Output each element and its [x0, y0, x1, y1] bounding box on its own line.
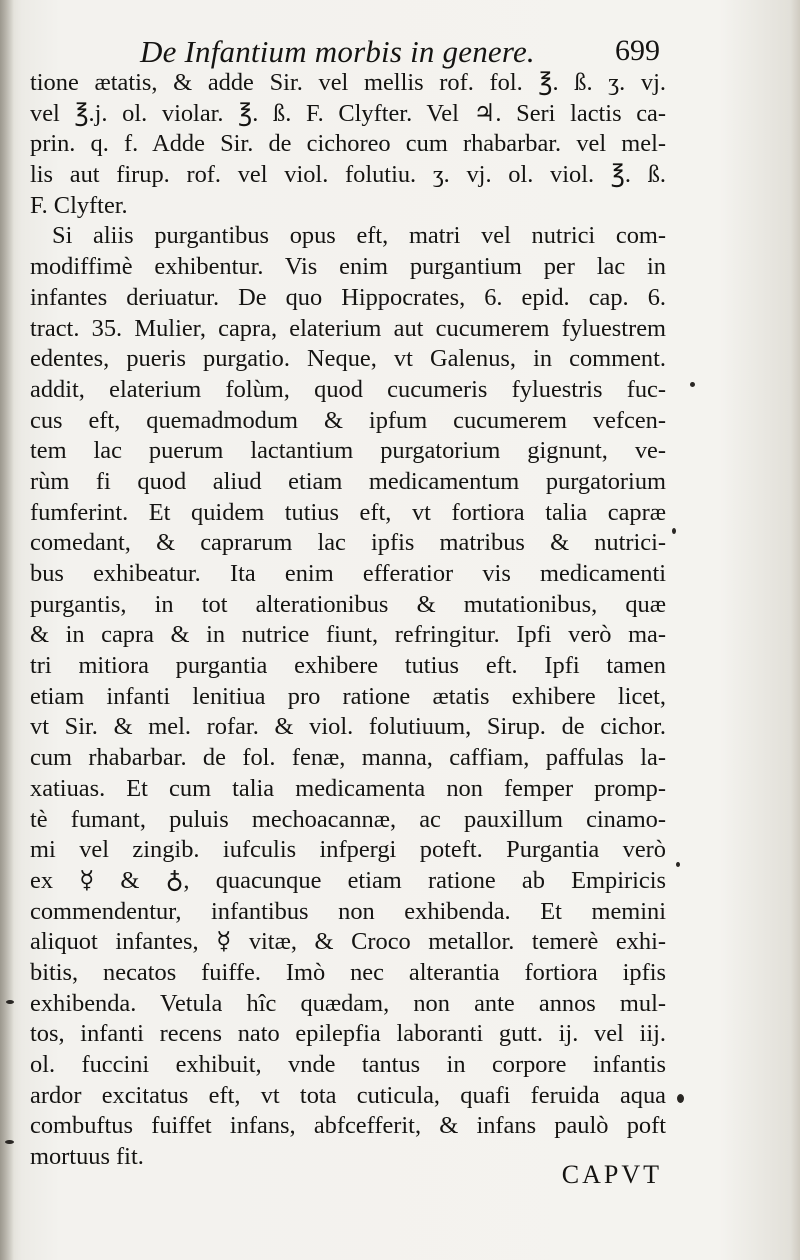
text-line: & in capra & in nutrice fiunt, refringitur. Ipfi verò ma- [30, 621, 666, 649]
text-line: exhibenda. Vetula hîc quædam, non ante annos mul- [30, 989, 666, 1017]
text-line: ex ☿ & ♁, quacunque etiam ratione ab Empiricis [30, 866, 666, 894]
text-line: mi vel zingib. iufculis infpergi poteft. Purgantia verò [30, 836, 666, 864]
text-line: fumferint. Et quidem tutius eft, vt fortiora talia capræ [30, 498, 666, 526]
text-line: edentes, pueris purgatio. Neque, vt Galenus, in comment. [30, 345, 666, 373]
text-line: cus eft, quemadmodum & ipfum cucumerem vefcen- [30, 406, 666, 434]
text-line: modiffimè exhibentur. Vis enim purgantium per lac in [30, 253, 666, 281]
text-line: mortuus fit. [30, 1143, 144, 1171]
text-line: ardor excitatus eft, vt tota cuticula, quafi feruida aqua [30, 1081, 666, 1109]
text-line: commendentur, infantibus non exhibenda. Et memini [30, 897, 666, 925]
ink-spot [676, 862, 680, 867]
ink-spot [690, 382, 695, 387]
text-line: cum rhabarbar. de fol. fenæ, manna, caffiam, paffulas la- [30, 744, 666, 772]
text-line: bus exhibeatur. Ita enim efferatior vis medicamenti [30, 560, 666, 587]
running-title: De Infantium morbis in genere. [140, 34, 535, 69]
text-line: etiam infanti lenitiua pro ratione ætatis exhibere licet, [30, 682, 666, 710]
text-line: aliquot infantes, ☿ vitæ, & Croco metallor. temerè exhi- [30, 928, 666, 956]
ink-spot [672, 528, 676, 534]
text-line: tem lac puerum lactantium purgatorium gignunt, ve- [30, 437, 666, 465]
ink-spot [5, 1140, 14, 1144]
body-text [30, 68, 666, 1173]
catchword: CAPVT [561, 1160, 662, 1189]
text-line: infantes deriuatur. De quo Hippocrates, 6. epid. cap. 6. [30, 283, 666, 311]
ink-spot [6, 1000, 14, 1004]
ink-spot [677, 1094, 684, 1103]
gutter-shadow [0, 0, 14, 1260]
text-line: F. Clyfter. [30, 191, 128, 219]
text-line: tione ætatis, & adde Sir. vel mellis rof. fol. ℥. ß. ʒ. vj. [30, 69, 666, 96]
text-line: bitis, necatos fuiffe. Imò nec alterantia fortiora ipfis [30, 958, 666, 986]
text-line: vel ℥.j. ol. violar. ℥. ß. F. Clyfter. Vel ♃. Seri lactis ca- [30, 99, 666, 127]
text-line: prin. q. f. Adde Sir. de cichoreo cum rhabarbar. vel mel- [30, 130, 666, 158]
page-number: 699 [615, 34, 660, 67]
text-line: combuftus fuiffet infans, abfcefferit, & infans paulò poft [30, 1112, 666, 1140]
text-line: vt Sir. & mel. rofar. & viol. folutiuum, Sirup. de cichor. [30, 713, 666, 741]
text-line: tract. 35. Mulier, capra, elaterium aut cucumerem fyluestrem [30, 314, 666, 342]
text-line: comedant, & caprarum lac ipfis matribus & nutrici- [30, 529, 666, 557]
text-line: ol. fuccini exhibuit, vnde tantus in corpore infantis [30, 1051, 666, 1078]
text-line: Si aliis purgantibus opus eft, matri vel nutrici com- [52, 222, 666, 250]
text-line: xatiuas. Et cum talia medicamenta non femper promp- [30, 774, 666, 802]
text-line: rùm fi quod aliud etiam medicamentum purgatorium [30, 467, 666, 495]
text-line: purgantis, in tot alterationibus & mutationibus, quæ [30, 590, 666, 618]
text-line: tos, infanti recens nato epilepfia laboranti gutt. ij. vel iij. [30, 1020, 666, 1048]
text-line: tri mitiora purgantia exhibere tutius eft. Ipfi tamen [30, 652, 666, 680]
text-line: tè fumant, puluis mechoacannæ, ac pauxillum cinamo- [30, 805, 666, 833]
text-line: lis aut firup. rof. vel viol. folutiu. ʒ. vj. ol. viol. ℥. ß. [30, 161, 666, 189]
text-line: addit, elaterium folùm, quod cucumeris fyluestris fuc- [30, 375, 666, 403]
